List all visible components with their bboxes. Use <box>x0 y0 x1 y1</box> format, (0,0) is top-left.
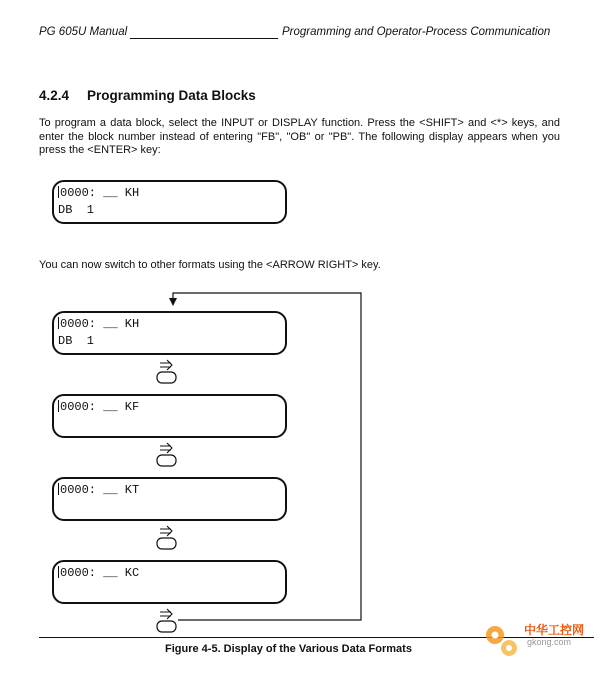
display-line-1: 0000: __ KC <box>60 566 140 580</box>
arrow-right-key-icon <box>156 607 178 635</box>
display-line-2: DB 1 <box>58 203 95 217</box>
arrow-right-key-icon <box>156 524 178 552</box>
watermark-text: 中华工控网 <box>524 623 585 637</box>
display-line-1: 0000: __ KH <box>60 186 140 200</box>
pg-display-kf <box>52 394 287 438</box>
cursor-mark-icon <box>58 317 59 329</box>
gear-icon <box>480 620 524 664</box>
arrow-right-key-icon <box>156 358 178 386</box>
cursor-mark-icon <box>58 400 59 412</box>
section-title: Programming Data Blocks <box>87 88 256 103</box>
pg-display-kh <box>52 311 287 355</box>
cycle-down-arrow-icon <box>169 298 177 306</box>
section-number: 4.2.4 <box>39 88 70 103</box>
display-line-1: 0000: __ KH <box>60 317 140 331</box>
cursor-mark-icon <box>58 566 59 578</box>
header-manual-title: PG 605U Manual <box>39 26 128 38</box>
pg-display-kt <box>52 477 287 521</box>
switch-format-paragraph: You can now switch to other formats using the <ARROW RIGHT> key. <box>39 259 381 271</box>
watermark <box>480 618 610 666</box>
header-chapter-title: Programming and Operator-Process Communication <box>282 26 551 38</box>
display-line-1: 0000: __ KT <box>60 483 140 497</box>
watermark-url: gkong.com <box>527 637 572 647</box>
display-line-2: DB 1 <box>58 334 95 348</box>
pg-display-kc <box>52 560 287 604</box>
cursor-mark-icon <box>58 483 59 495</box>
figure-caption: Figure 4-5. Display of the Various Data Formats <box>165 643 412 655</box>
display-line-1: 0000: __ KF <box>60 400 140 414</box>
arrow-right-key-icon <box>156 441 178 469</box>
intro-paragraph: To program a data block, select the INPUT or DISPLAY function. Press the <SHIFT> and <*> keys, and enter the block number instead of entering "FB", "OB" or "PB". The following display appears when you press the <ENTER> key: <box>39 117 560 156</box>
